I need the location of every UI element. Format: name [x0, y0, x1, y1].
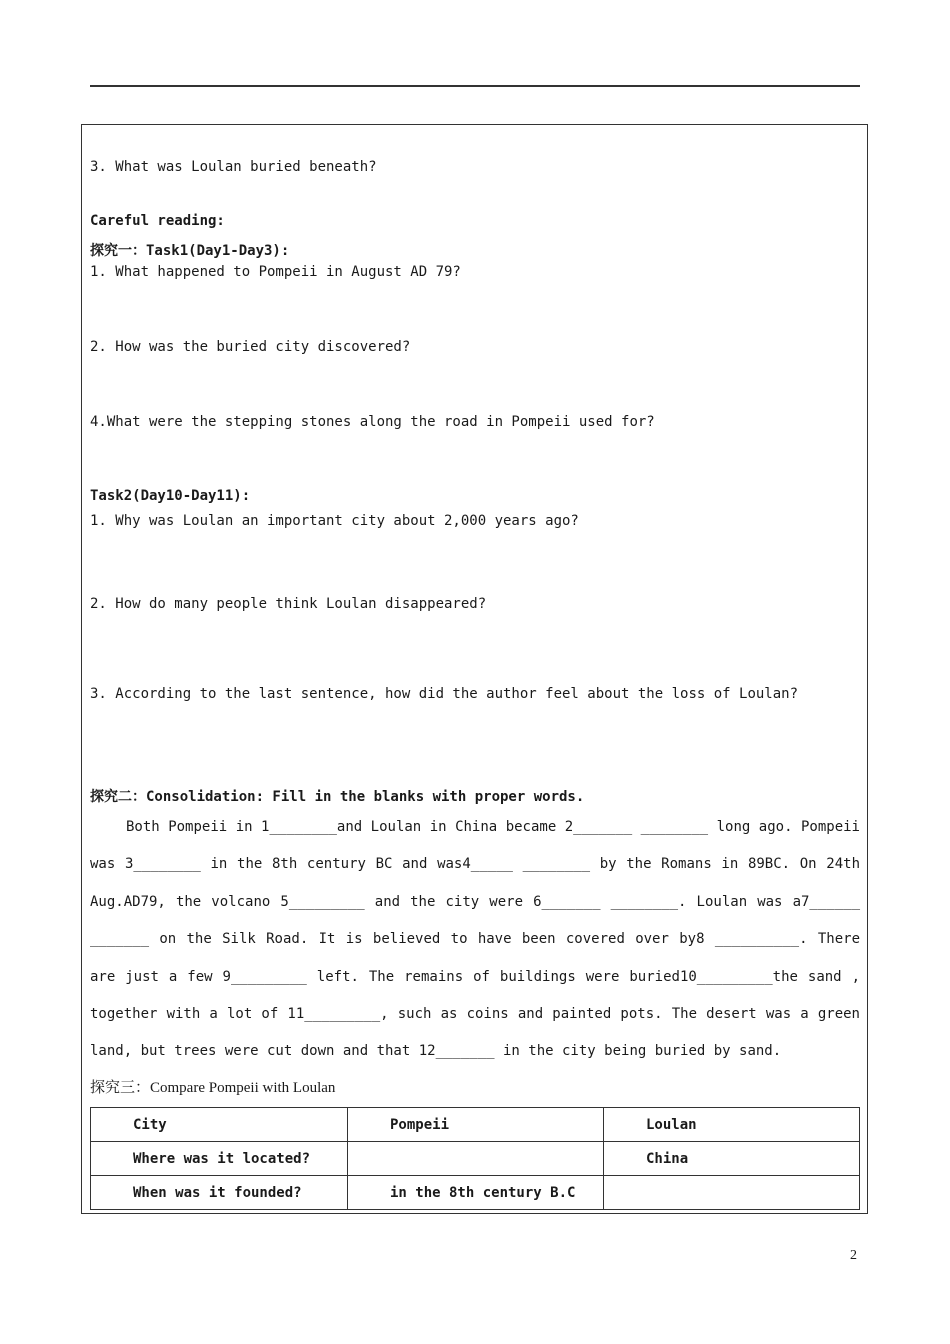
task2-heading: Task2(Day10-Day11):	[90, 488, 251, 504]
consolidation-heading: 探究二：Consolidation: Fill in the blanks with proper words.	[90, 789, 585, 805]
compare-table	[90, 1107, 860, 1210]
table-row	[91, 1142, 860, 1176]
table-cell: in the 8th century B.C	[348, 1176, 604, 1210]
task2-question-2: 2. How do many people think Loulan disappeared?	[90, 596, 487, 612]
task1-question-1: 1. What happened to Pompeii in August AD 79?	[90, 264, 461, 280]
task1-question-2: 2. How was the buried city discovered?	[90, 339, 411, 355]
task1-heading: 探究一：Task1(Day1-Day3):	[90, 243, 290, 259]
table-cell: Pompeii	[348, 1108, 604, 1142]
task2-question-1: 1. Why was Loulan an important city about 2,000 years ago?	[90, 513, 579, 529]
page-number: 2	[850, 1248, 857, 1263]
table-cell: City	[91, 1108, 348, 1142]
table-cell: When was it founded?	[91, 1176, 348, 1210]
table-cell: Loulan	[604, 1108, 860, 1142]
question-loulan-buried: 3. What was Loulan buried beneath?	[90, 159, 377, 175]
table-cell: China	[604, 1142, 860, 1176]
table-cell[interactable]	[604, 1176, 860, 1210]
table-row	[91, 1176, 860, 1210]
task1-question-4: 4.What were the stepping stones along the road in Pompeii used for?	[90, 414, 655, 430]
table-cell: Where was it located?	[91, 1142, 348, 1176]
header-rule	[90, 85, 860, 87]
consolidation-text: Both Pompeii in 1________and Loulan in China became 2_______ ________ long ago. Pompeii was 3________ in the 8th century BC and was4_____ ________ by the Romans in 89BC. On 24th Aug.AD79, the volcano 5_________ and the city were 6_______ ________. Loulan was a7______ _______ on the Silk Road. It is believed to have been covered over by8 __________. There are just a few 9_________ left. The remains of buildings were buried10_________the sand , together with a lot of 11_________, such as coins and painted pots. The desert was a green land, but trees were cut down and that 12_______ in the city being buried by sand.	[90, 819, 860, 1060]
consolidation-paragraph	[90, 809, 860, 1071]
table-header-row	[91, 1108, 860, 1142]
task2-question-3: 3. According to the last sentence, how did the author feel about the loss of Loulan?	[90, 686, 799, 702]
table-cell[interactable]	[348, 1142, 604, 1176]
careful-reading-heading: Careful reading:	[90, 213, 225, 229]
compare-heading: 探究三：Compare Pompeii with Loulan	[90, 1080, 336, 1096]
